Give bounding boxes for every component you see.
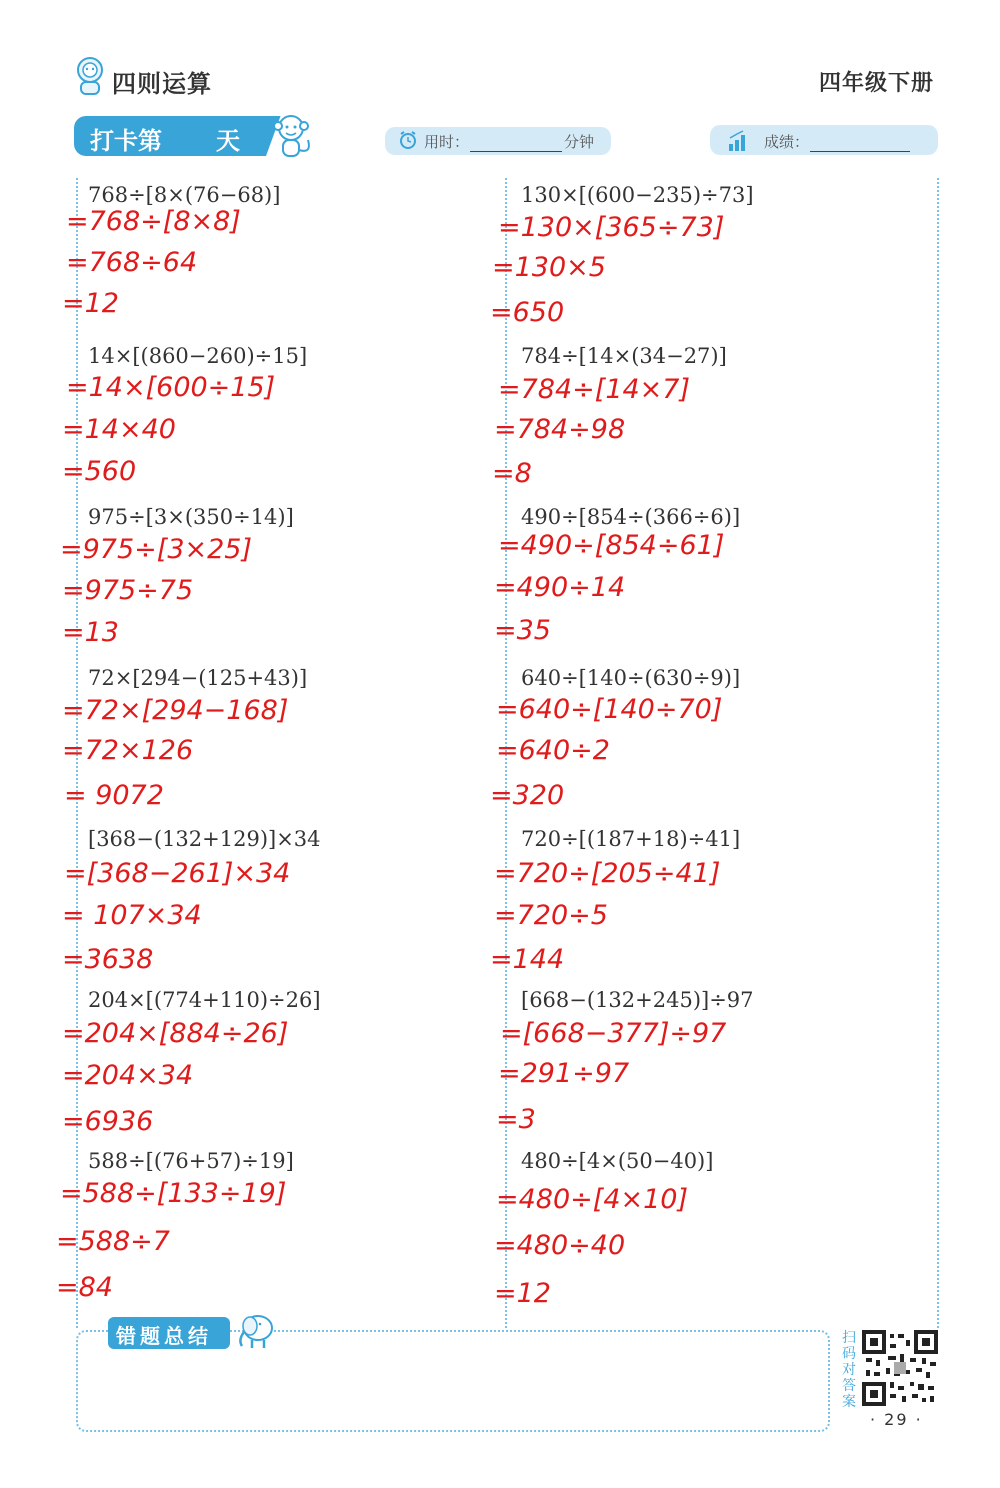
solution-step: =3638	[62, 944, 154, 975]
solution-step: =720÷5	[494, 900, 608, 931]
solution-step: =768÷[8×8]	[66, 206, 241, 237]
problem-expression: 130×[(600−235)÷73]	[521, 183, 754, 207]
solution-step: =975÷75	[62, 575, 194, 606]
solution-step: =14×40	[62, 414, 176, 445]
page-number: · 29 ·	[870, 1410, 923, 1429]
problem-expression: [668−(132+245)]÷97	[521, 988, 754, 1012]
solution-step: =560	[62, 456, 137, 487]
problem-expression: 14×[(860−260)÷15]	[88, 344, 308, 368]
problem-expression: [368−(132+129)]×34	[88, 827, 321, 851]
solution-step: =14×[600÷15]	[66, 372, 276, 403]
problem-expression: 588÷[(76+57)÷19]	[88, 1149, 294, 1173]
solution-step: =204×[884÷26]	[62, 1018, 289, 1049]
qr-code-icon[interactable]	[862, 1330, 938, 1406]
problem-expression: 480÷[4×(50−40)]	[521, 1149, 714, 1173]
right-frame-line	[937, 178, 939, 1328]
solution-step: =480÷40	[494, 1230, 626, 1261]
time-label: 用时：	[424, 133, 470, 151]
solution-step: =13	[62, 617, 119, 648]
solution-step: =650	[490, 297, 565, 328]
score-blank[interactable]	[810, 150, 910, 152]
solution-step: =[668−377]÷97	[500, 1018, 727, 1049]
score-label: 成绩：	[764, 133, 810, 151]
solution-step: =[368−261]×34	[64, 858, 291, 889]
elephant-icon	[232, 1310, 280, 1350]
time-unit: 分钟	[564, 133, 595, 151]
solution-step: = 107×34	[62, 900, 202, 931]
solution-step: =640÷[140÷70]	[496, 694, 723, 725]
problem-expression: 72×[294−(125+43)]	[88, 666, 308, 690]
problem-expression: 784÷[14×(34−27)]	[521, 344, 727, 368]
problem-expression: 720÷[(187+18)÷41]	[521, 827, 741, 851]
solution-step: =72×126	[62, 735, 194, 766]
solution-step: =720÷[205÷41]	[494, 858, 721, 889]
solution-step: =784÷[14×7]	[498, 374, 691, 405]
solution-step: =3	[496, 1104, 536, 1135]
lion-logo-icon	[74, 56, 106, 96]
scan-for-answers-label: 扫码对答案	[842, 1330, 856, 1410]
problem-expression: 204×[(774+110)÷26]	[88, 988, 321, 1012]
grade-label: 四年级下册	[818, 71, 934, 96]
monkey-icon	[264, 110, 318, 164]
solution-step: =490÷14	[494, 572, 626, 603]
problem-expression: 490÷[854÷(366÷6)]	[521, 505, 741, 529]
solution-step: =8	[492, 458, 532, 489]
topic-title: 四则运算	[112, 70, 212, 98]
mistake-summary-label: 错题总结	[116, 1324, 212, 1348]
solution-step: =490÷[854÷61]	[498, 530, 725, 561]
checkin-prefix: 打卡第	[90, 127, 162, 155]
solution-step: =12	[494, 1278, 551, 1309]
solution-step: =291÷97	[498, 1058, 630, 1089]
solution-step: =640÷2	[496, 735, 610, 766]
alarm-clock-icon	[398, 130, 418, 150]
solution-step: =35	[494, 615, 551, 646]
solution-step: =6936	[62, 1106, 154, 1137]
solution-step: =480÷[4×10]	[496, 1184, 689, 1215]
solution-step: =768÷64	[66, 247, 198, 278]
solution-step: =784÷98	[494, 414, 626, 445]
solution-step: =144	[490, 944, 565, 975]
solution-step: =588÷7	[56, 1226, 170, 1257]
solution-step: =12	[62, 288, 119, 319]
solution-step: =130×[365÷73]	[498, 212, 725, 243]
solution-step: = 9072	[64, 780, 164, 811]
solution-step: =320	[490, 780, 565, 811]
bar-chart-icon	[727, 128, 751, 152]
problem-expression: 640÷[140÷(630÷9)]	[521, 666, 741, 690]
solution-step: =84	[56, 1272, 113, 1303]
problem-expression: 975÷[3×(350÷14)]	[88, 505, 294, 529]
solution-step: =975÷[3×25]	[60, 534, 253, 565]
solution-step: =130×5	[492, 252, 606, 283]
problem-expression: 768÷[8×(76−68)]	[88, 183, 281, 207]
checkin-suffix: 天	[216, 127, 240, 155]
solution-step: =204×34	[62, 1060, 194, 1091]
solution-step: =72×[294−168]	[62, 695, 289, 726]
time-blank[interactable]	[470, 150, 562, 152]
solution-step: =588÷[133÷19]	[60, 1178, 287, 1209]
